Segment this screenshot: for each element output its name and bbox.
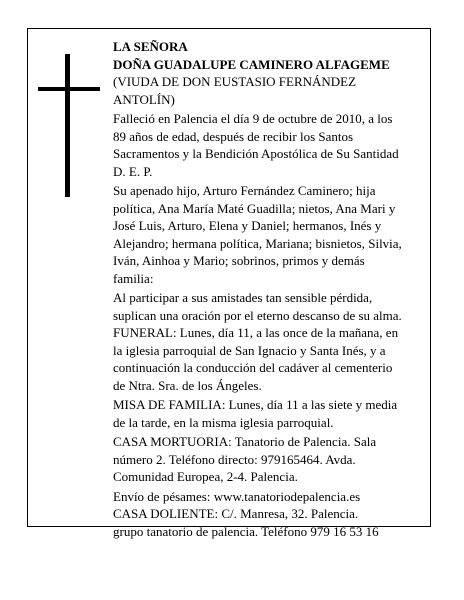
text-line: FUNERAL: Lunes, día 11, a las once de la mañana, en <box>113 325 399 340</box>
text-line: familia: <box>113 270 154 286</box>
family-paragraph <box>113 182 418 287</box>
text-line: Alejandro; hermana política, Mariana; bisnietos, Silvia, <box>113 235 402 251</box>
text-line: Su apenado hijo, Arturo Fernández Caminero; hija <box>113 183 376 198</box>
obituary-text <box>113 38 418 540</box>
cross-icon <box>65 54 70 197</box>
deceased-name: DOÑA GUADALUPE CAMINERO ALFAGEME <box>113 56 390 72</box>
prayer-paragraph <box>113 289 418 324</box>
text-line: Sacramentos y la Bendición Apostólica de Su Santidad <box>113 146 399 161</box>
widow-line: ANTOLÍN) <box>113 91 175 107</box>
group-line: grupo tanatorio de palencia. Teléfono 979 16 53 16 <box>113 523 379 539</box>
condolences-line: Envío de pésames: www.tanatoriodepalencia.es <box>113 488 361 504</box>
contact-block <box>113 488 418 541</box>
text-line: política, Ana María Maté Guadilla; nietos, Ana Mari y <box>113 200 396 216</box>
text-line: de Ntra. Sra. de los Ángeles. <box>113 377 262 393</box>
text-line: de la tarde, en la misma iglesia parroquial. <box>113 414 334 430</box>
title-line: LA SEÑORA <box>113 39 188 54</box>
text-line: Comunidad Europea, 2-4. Palencia. <box>113 469 298 484</box>
text-line: suplican una oración por el eterno descanso de su alma. <box>113 307 402 323</box>
widow-line: (VIUDA DE DON EUSTASIO FERNÁNDEZ <box>113 74 357 89</box>
text-line: CASA MORTUORIA: Tanatorio de Palencia. Sala <box>113 434 377 449</box>
text-line: MISA DE FAMILIA: Lunes, día 11 a las siete y media <box>113 397 398 412</box>
text-line: Al participar a sus amistades tan sensible pérdida, <box>113 290 373 305</box>
text-line: la iglesia parroquial de San Ignacio y Santa Inés, y a <box>113 342 386 358</box>
text-line: José Luis, Arturo, Elena y Daniel; hermanos, Inés y <box>113 218 382 233</box>
mortuary-paragraph <box>113 433 418 486</box>
cross-icon-bar <box>38 87 100 91</box>
text-line: continuación la conducción del cadáver al cementerio <box>113 360 393 375</box>
text-line: Iván, Ainhoa y Mario; sobrinos, primos y demás <box>113 253 365 268</box>
family-mass-paragraph <box>113 396 418 431</box>
text-line: número 2. Teléfono directo: 979165464. Avda. <box>113 451 356 467</box>
text-line: 89 años de edad, después de recibir los Santos <box>113 128 354 144</box>
text-line: Falleció en Palencia el día 9 de octubre de 2010, a los <box>113 111 393 126</box>
mourning-house-line: CASA DOLIENTE: C/. Manresa, 32. Palencia. <box>113 506 359 521</box>
death-paragraph <box>113 110 418 180</box>
text-line: D. E. P. <box>113 163 153 179</box>
funeral-paragraph <box>113 324 418 394</box>
